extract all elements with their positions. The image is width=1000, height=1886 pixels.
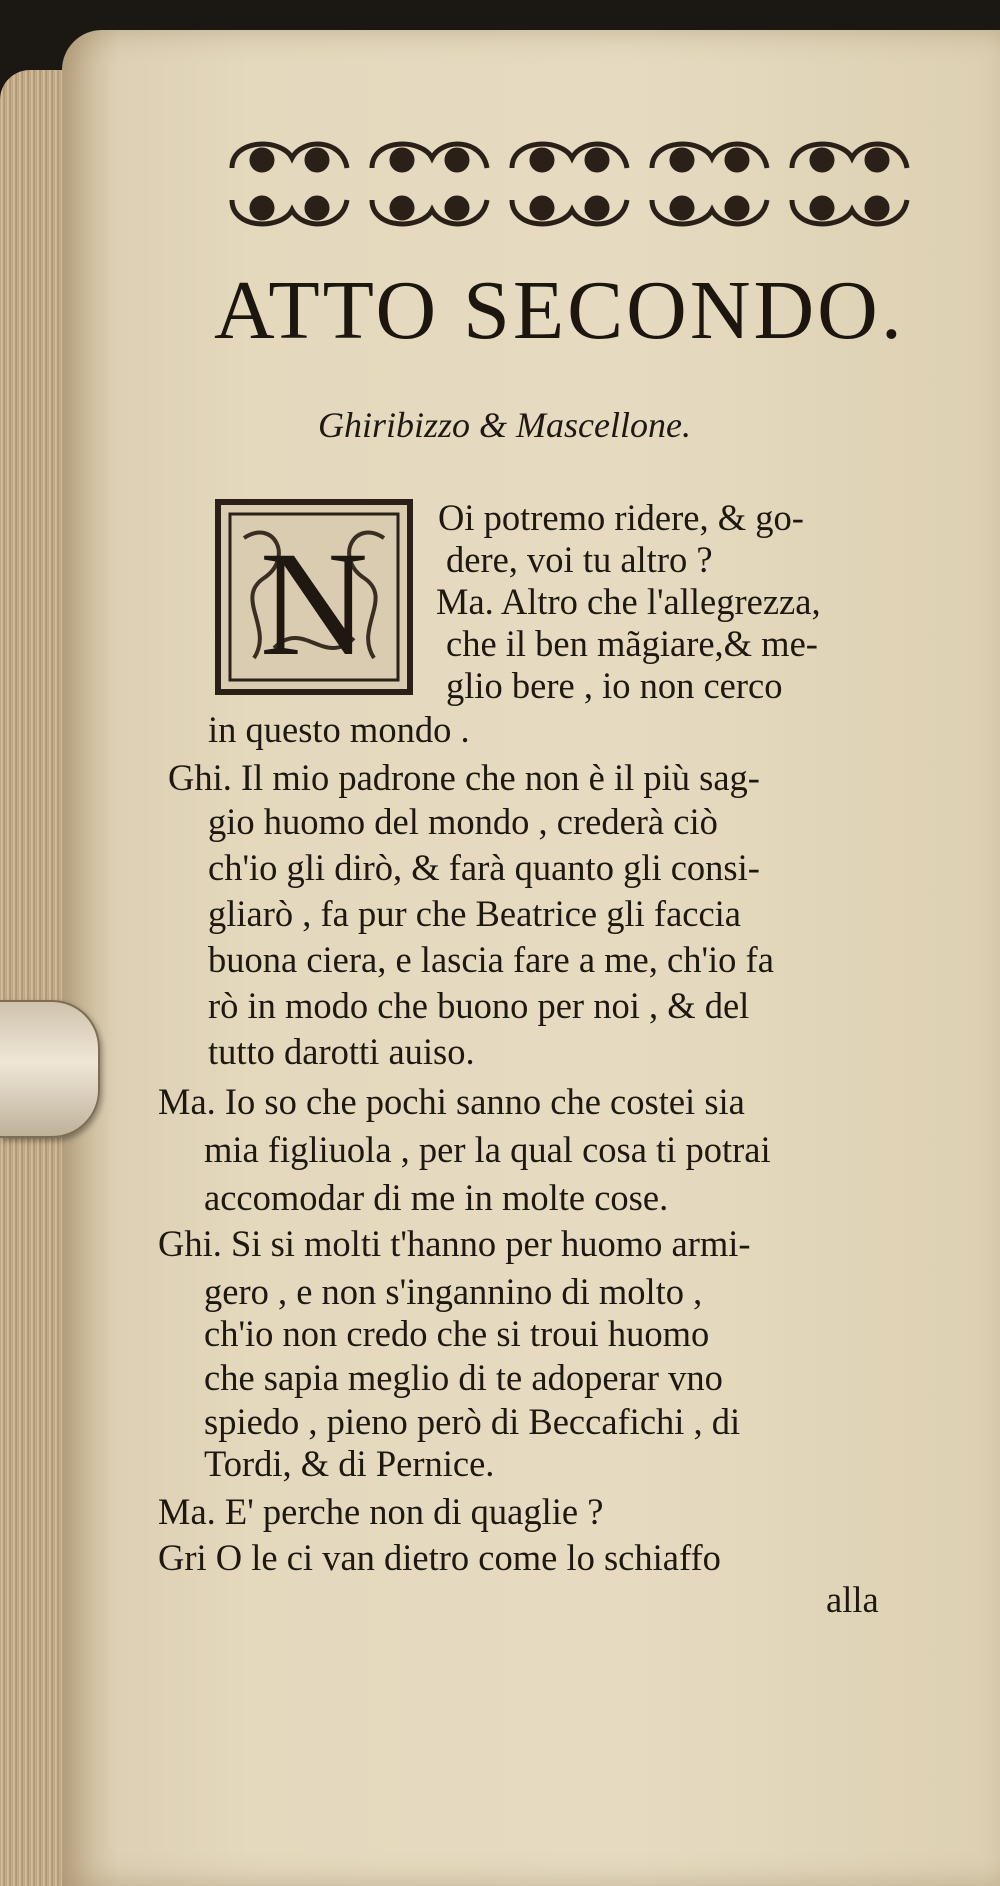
text-line: accomodar di me in molte cose. <box>204 1177 669 1218</box>
text-line: Ghi. Si si molti t'hanno per huomo armi- <box>158 1223 751 1264</box>
initial-letter: N <box>259 521 369 687</box>
text-line: in questo mondo . <box>208 709 470 750</box>
text-line: rò in modo che buono per noi , & del <box>208 985 750 1026</box>
text-line: gero , e non s'ingannino di molto , <box>204 1271 703 1312</box>
text-line: ch'io non credo che si troui huomo <box>204 1313 710 1354</box>
text-line: Ma. Io so che pochi sanno che costei sia <box>158 1081 745 1122</box>
text-line: buona ciera, e lascia fare a me, ch'io fa <box>208 939 774 980</box>
text-line: dere, voi tu altro ? <box>446 539 713 580</box>
text-line: mia figliuola , per la qual cosa ti potrai <box>204 1129 771 1170</box>
text-line: Tordi, & di Pernice. <box>204 1443 495 1484</box>
text-line: Ma. E' perche non di quaglie ? <box>158 1491 604 1532</box>
text-line: gliarò , fa pur che Beatrice gli faccia <box>208 893 742 934</box>
page-clip <box>0 1000 100 1138</box>
text-line: spiedo , pieno però di Beccafichi , di <box>204 1401 741 1442</box>
catchword: alla <box>826 1579 879 1620</box>
text-line: Ma. Altro che l'allegrezza, <box>436 581 821 622</box>
scene-speakers: Ghiribizzo & Mascellone. <box>318 405 691 445</box>
act-heading: ATTO SECONDO. <box>214 264 905 357</box>
text-line: Oi potremo ridere, & go- <box>438 497 804 538</box>
text-line: Ghi. Il mio padrone che non è il più sag- <box>168 757 760 798</box>
text-line: che il ben mãgiare,& me- <box>446 623 818 664</box>
text-line: che sapia meglio di te adoperar vno <box>204 1357 723 1398</box>
text-line: Gri O le ci van dietro come lo schiaffo <box>158 1537 721 1578</box>
text-line: ch'io gli dirò, & farà quanto gli consi- <box>208 847 760 888</box>
ornament-border-icon <box>222 128 912 240</box>
text-line: tutto darotti auiso. <box>208 1031 475 1072</box>
text-line: glio bere , io non cerco <box>446 665 783 706</box>
decorated-initial-icon <box>214 498 414 696</box>
text-line: gio huomo del mondo , crederà ciò <box>208 801 718 842</box>
